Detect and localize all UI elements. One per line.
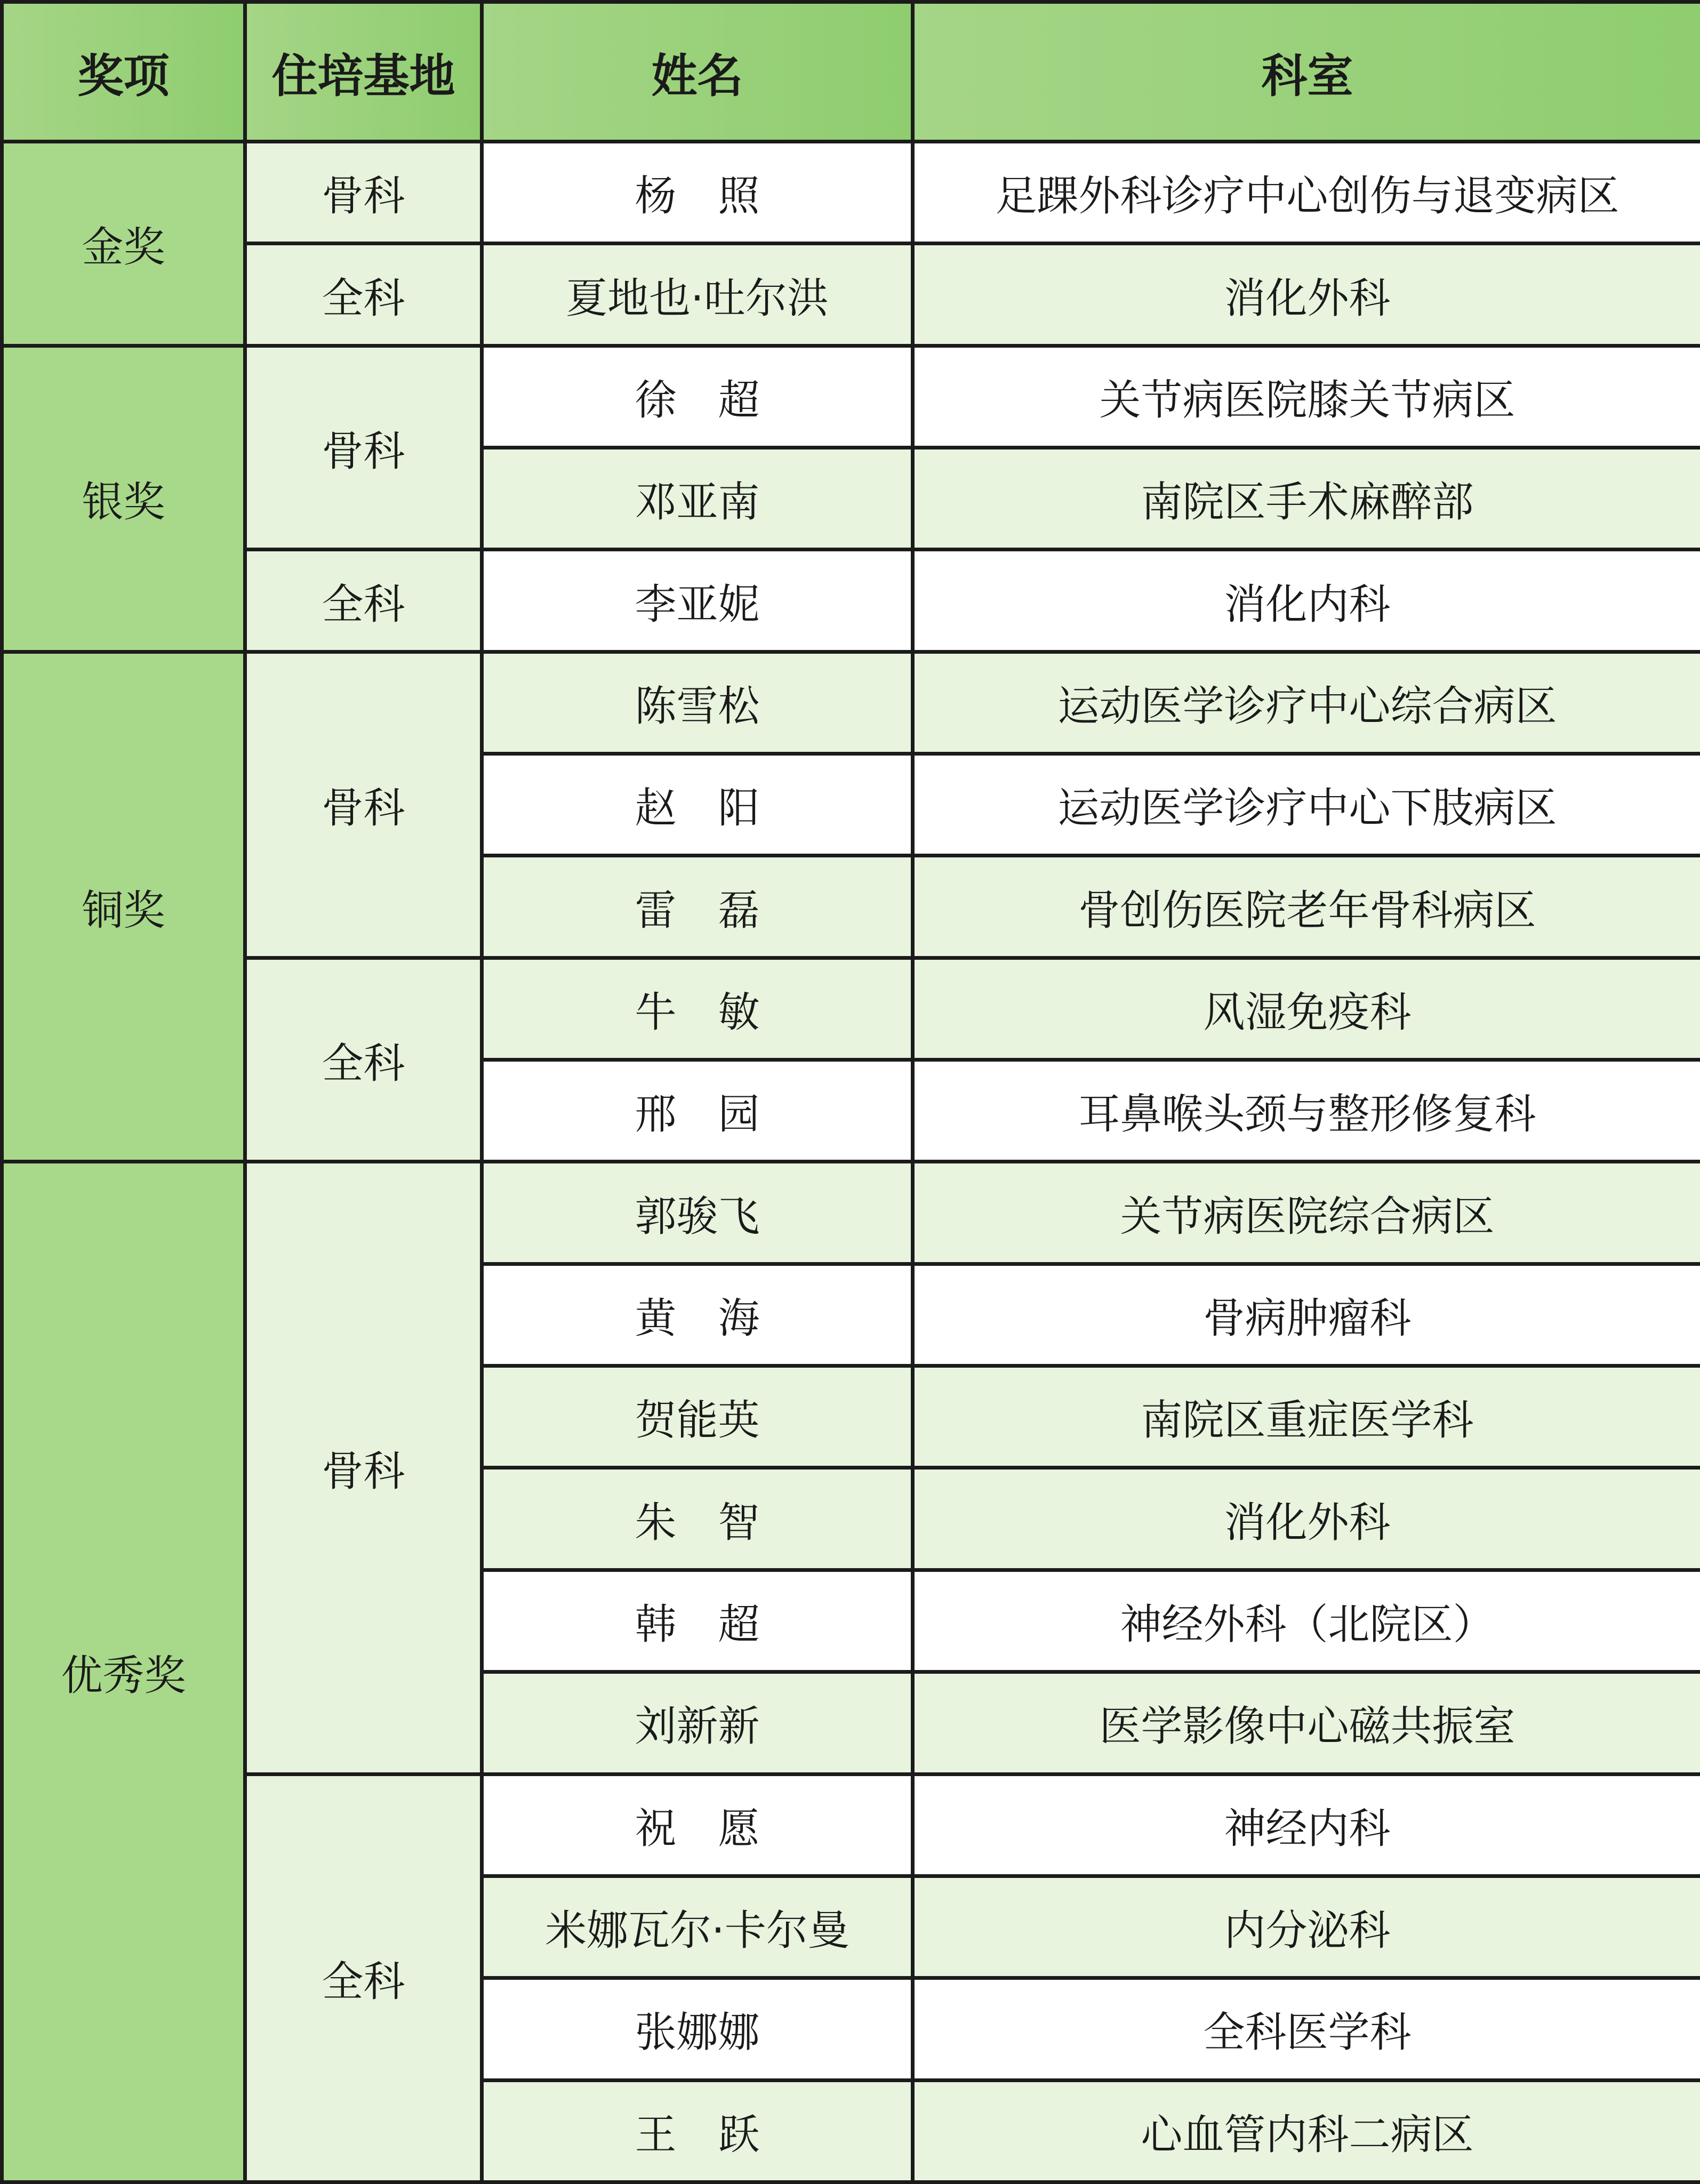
table-row [2, 550, 1700, 652]
name-cell: 黄 海 [482, 1264, 913, 1366]
name-cell: 郭骏飞 [482, 1162, 913, 1264]
training-base-cell: 全科 [245, 244, 482, 346]
training-base-cell: 全科 [245, 1774, 482, 2182]
table-row [2, 346, 1700, 447]
table-row [2, 958, 1700, 1059]
department-cell: 运动医学诊疗中心下肢病区 [913, 754, 1700, 856]
table-row [2, 652, 1700, 753]
training-base-cell: 骨科 [245, 1162, 482, 1774]
name-cell: 陈雪松 [482, 652, 913, 753]
award-cell: 铜奖 [2, 652, 245, 1162]
name-cell: 牛 敏 [482, 958, 913, 1059]
name-cell: 雷 磊 [482, 856, 913, 958]
department-cell: 运动医学诊疗中心综合病区 [913, 652, 1700, 753]
award-cell: 金奖 [2, 142, 245, 346]
department-cell: 内分泌科 [913, 1876, 1700, 1978]
training-base-cell: 全科 [245, 958, 482, 1162]
name-cell: 李亚妮 [482, 550, 913, 652]
table-row [2, 142, 1700, 244]
department-cell: 风湿免疫科 [913, 958, 1700, 1059]
department-cell: 消化外科 [913, 244, 1700, 346]
department-cell: 骨创伤医院老年骨科病区 [913, 856, 1700, 958]
training-base-cell: 骨科 [245, 346, 482, 550]
department-cell: 消化内科 [913, 550, 1700, 652]
name-cell: 张娜娜 [482, 1978, 913, 2080]
header-award: 奖项 [2, 2, 245, 142]
table-row [2, 1162, 1700, 1264]
department-cell: 关节病医院膝关节病区 [913, 346, 1700, 447]
header-row [2, 2, 1700, 142]
department-cell: 神经外科（北院区） [913, 1570, 1700, 1672]
department-cell: 消化外科 [913, 1468, 1700, 1570]
department-cell: 全科医学科 [913, 1978, 1700, 2080]
training-base-cell: 全科 [245, 550, 482, 652]
name-cell: 杨 照 [482, 142, 913, 244]
department-cell: 骨病肿瘤科 [913, 1264, 1700, 1366]
training-base-cell: 骨科 [245, 142, 482, 244]
name-cell: 朱 智 [482, 1468, 913, 1570]
department-cell: 神经内科 [913, 1774, 1700, 1876]
award-cell: 银奖 [2, 346, 245, 652]
name-cell: 夏地也·吐尔洪 [482, 244, 913, 346]
header-name: 姓名 [482, 2, 913, 142]
table-row [2, 1774, 1700, 1876]
department-cell: 医学影像中心磁共振室 [913, 1672, 1700, 1774]
name-cell: 米娜瓦尔·卡尔曼 [482, 1876, 913, 1978]
award-table-body [2, 142, 1700, 2182]
name-cell: 祝 愿 [482, 1774, 913, 1876]
name-cell: 徐 超 [482, 346, 913, 447]
name-cell: 赵 阳 [482, 754, 913, 856]
header-department: 科室 [913, 2, 1700, 142]
department-cell: 南院区手术麻醉部 [913, 448, 1700, 550]
name-cell: 王 跃 [482, 2080, 913, 2182]
award-cell: 优秀奖 [2, 1162, 245, 2182]
name-cell: 邢 园 [482, 1060, 913, 1162]
department-cell: 关节病医院综合病区 [913, 1162, 1700, 1264]
training-base-cell: 骨科 [245, 652, 482, 958]
table-row [2, 244, 1700, 346]
name-cell: 贺能英 [482, 1366, 913, 1468]
department-cell: 耳鼻喉头颈与整形修复科 [913, 1060, 1700, 1162]
header-training-base: 住培基地 [245, 2, 482, 142]
name-cell: 刘新新 [482, 1672, 913, 1774]
department-cell: 南院区重症医学科 [913, 1366, 1700, 1468]
name-cell: 邓亚南 [482, 448, 913, 550]
department-cell: 足踝外科诊疗中心创伤与退变病区 [913, 142, 1700, 244]
department-cell: 心血管内科二病区 [913, 2080, 1700, 2182]
name-cell: 韩 超 [482, 1570, 913, 1672]
